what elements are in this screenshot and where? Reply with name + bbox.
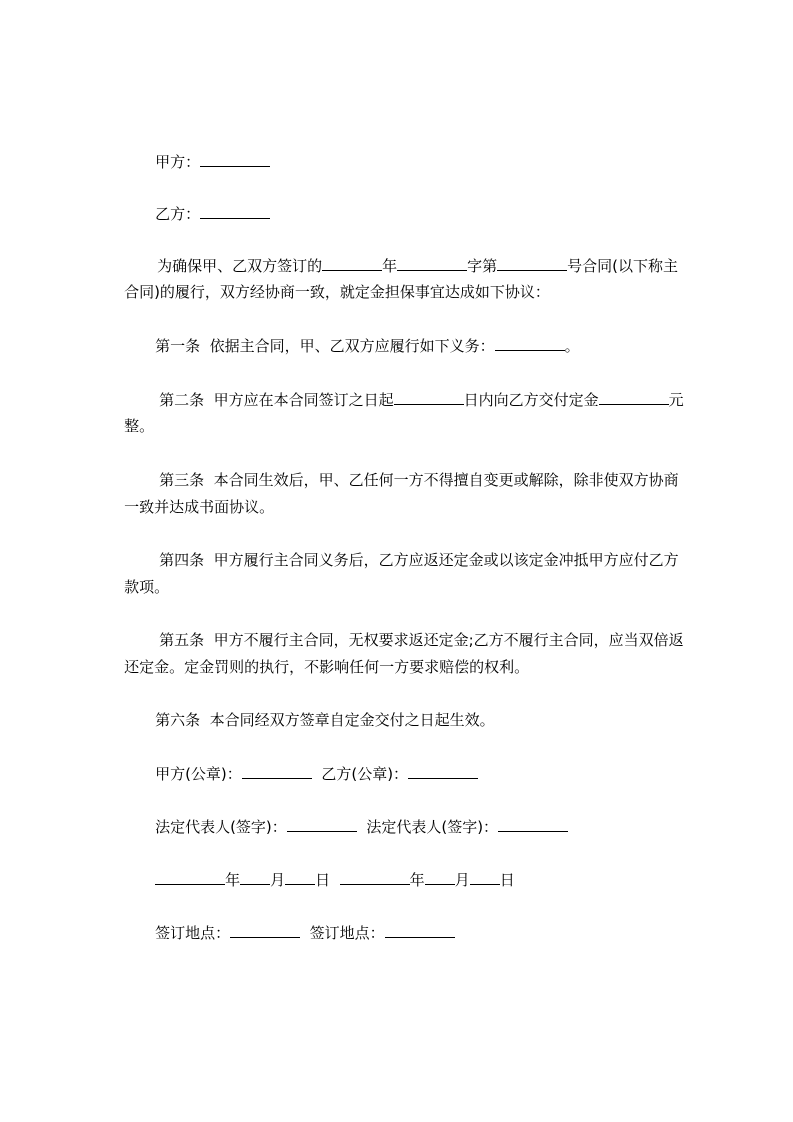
article-2-text-3: 元 (668, 391, 684, 409)
party-b-month-blank[interactable] (425, 870, 455, 885)
party-a-place-label: 签订地点： (155, 924, 231, 942)
party-a-year-blank[interactable] (155, 870, 225, 885)
party-a-month-blank[interactable] (240, 870, 270, 885)
article-6 (136, 690, 495, 750)
intro-line-2 (105, 262, 550, 322)
party-a-blank[interactable] (200, 152, 270, 167)
party-a-day-blank[interactable] (285, 870, 315, 885)
intro-text-5: 合同)的履行，双方经协商一致，就定金担保事宜达成如下协议： (124, 283, 550, 301)
article-2-line-2 (105, 396, 154, 456)
intro-text-2: 年 (382, 257, 398, 275)
days-blank[interactable] (394, 390, 464, 405)
article-3-line-2 (105, 477, 274, 537)
party-a-line (136, 132, 270, 192)
party-a-label: 甲方： (155, 153, 201, 171)
article-4-line-1 (140, 530, 679, 590)
article-2-text-1: 第二条 甲方应在本合同签订之日起 (159, 391, 394, 409)
party-a-place-blank[interactable] (230, 923, 300, 938)
deposit-amount-blank[interactable] (599, 390, 669, 405)
party-b-day-blank[interactable] (470, 870, 500, 885)
article-1-text: 第一条 依据主合同，甲、乙双方应履行如下义务： (155, 337, 495, 355)
party-a-seal-blank[interactable] (242, 764, 312, 779)
article-1-period: 。 (564, 337, 580, 355)
article-5-text-2: 还定金。定金罚则的执行，不影响任何一方要求赔偿的权利。 (124, 658, 530, 676)
representative-line (136, 797, 568, 857)
party-b-place-blank[interactable] (385, 923, 455, 938)
party-b-seal-label: 乙方(公章)： (321, 765, 409, 783)
month-label: 月 (270, 871, 286, 889)
intro-text-1: 为确保甲、乙双方签订的 (157, 257, 323, 275)
article-2-text-2: 日内向乙方交付定金 (463, 391, 599, 409)
party-b-blank[interactable] (200, 204, 270, 219)
day-label: 日 (315, 871, 331, 889)
article-4-text-2: 款项。 (124, 578, 170, 596)
seal-line (136, 744, 478, 804)
party-b-place-label: 签订地点： (309, 924, 385, 942)
article-4-line-2 (105, 557, 169, 617)
article-6-text: 第六条 本合同经双方签章自定金交付之日起生效。 (155, 711, 495, 729)
article-3-text-1: 第三条 本合同生效后，甲、乙任何一方不得擅自变更或解除，除非使双方协商 (159, 471, 679, 489)
party-a-rep-label: 法定代表人(签字)： (155, 818, 287, 836)
party-b-year-blank[interactable] (340, 870, 410, 885)
article-2-line-1 (140, 370, 684, 430)
party-a-seal-label: 甲方(公章)： (155, 765, 242, 783)
obligations-blank[interactable] (495, 336, 565, 351)
year-label: 年 (409, 871, 425, 889)
article-5-text-1: 第五条 甲方不履行主合同，无权要求返还定金;乙方不履行主合同，应当双倍返 (159, 631, 684, 649)
article-4-text-1: 第四条 甲方履行主合同义务后，乙方应返还定金或以该定金冲抵甲方应付乙方 (159, 551, 679, 569)
day-label: 日 (499, 871, 515, 889)
article-3-text-2: 一致并达成书面协议。 (124, 498, 275, 516)
party-a-rep-blank[interactable] (287, 817, 357, 832)
article-2-text-4: 整。 (124, 417, 155, 435)
intro-text-3: 字第 (467, 257, 498, 275)
party-b-label: 乙方： (155, 205, 201, 223)
article-1 (136, 316, 580, 376)
party-b-line (136, 184, 270, 244)
date-line (136, 850, 515, 910)
intro-text-4: 号合同(以下称主 (567, 257, 678, 275)
place-line (136, 903, 455, 963)
article-5-line-2 (105, 637, 529, 697)
party-b-rep-label: 法定代表人(签字)： (366, 818, 499, 836)
party-b-rep-blank[interactable] (498, 817, 568, 832)
month-label: 月 (454, 871, 470, 889)
year-label: 年 (225, 871, 241, 889)
party-b-seal-blank[interactable] (408, 764, 478, 779)
